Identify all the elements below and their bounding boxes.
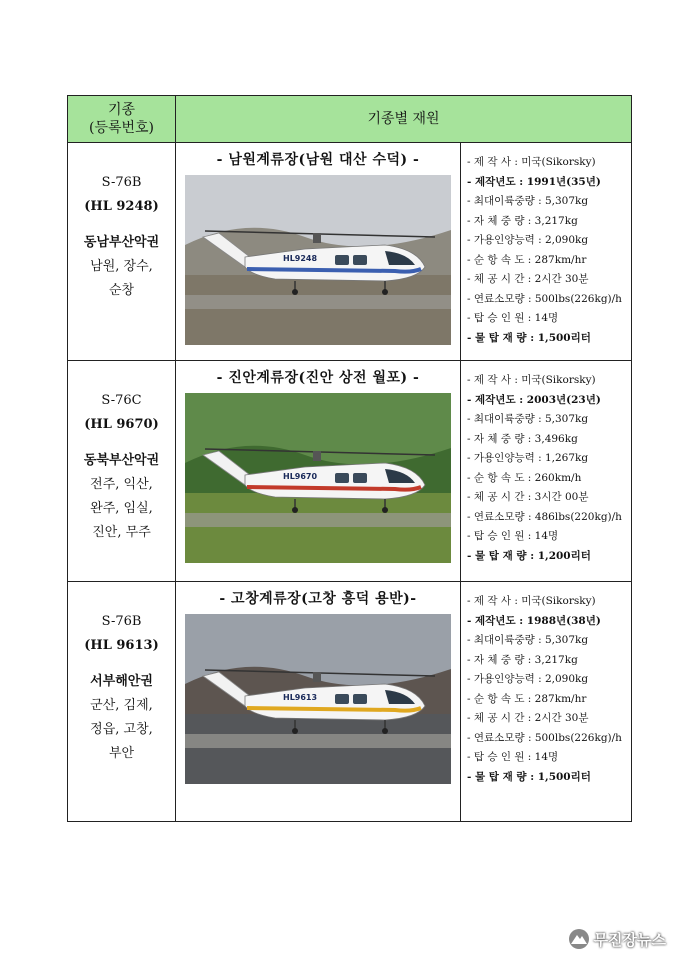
spec-item: - 제작년도 : 1991년(35년) xyxy=(467,175,601,188)
spec-item: - 최대이륙중량 : 5,307kg xyxy=(467,413,589,425)
region-name: 서부해안권 xyxy=(90,674,153,689)
spec-list xyxy=(467,361,631,566)
spec-item: - 체 공 시 간 : 2시간 30분 xyxy=(467,712,589,724)
spec-item: - 자 체 중 량 : 3,217kg xyxy=(467,214,578,227)
helicopter-photo xyxy=(185,614,451,784)
spec-item: - 자 체 중 량 : 3,217kg xyxy=(467,653,578,666)
spec-item: - 물 탑 재 량 : 1,500리터 xyxy=(467,331,591,344)
registration-number: (HL 9248) xyxy=(84,199,159,214)
watermark-text: 무진장뉴스 xyxy=(593,930,666,949)
photo-ground xyxy=(185,275,451,345)
spec-item: - 탑 승 인 원 : 14명 xyxy=(467,751,559,763)
table-row xyxy=(68,143,632,361)
area-line: 진안, 무주 xyxy=(92,525,151,540)
spec-item: - 제 작 사 : 미국(Sikorsky) xyxy=(467,156,596,168)
area-line: 정읍, 고창, xyxy=(90,722,153,737)
photo-ground xyxy=(185,714,451,784)
model-name: S-76B xyxy=(101,175,142,190)
watermark xyxy=(568,928,666,950)
spec-list xyxy=(467,143,631,348)
spec-item: - 제 작 사 : 미국(Sikorsky) xyxy=(467,374,596,386)
area-line: 남원, 장수, xyxy=(90,259,153,274)
registration-number: (HL 9670) xyxy=(84,417,159,432)
specs-cell xyxy=(461,582,632,822)
photo-cell xyxy=(176,582,461,822)
registration-number: (HL 9613) xyxy=(84,638,159,653)
table-row xyxy=(68,361,632,582)
model-cell xyxy=(68,361,176,582)
model-cell xyxy=(68,582,176,822)
helicopter-photo xyxy=(185,393,451,563)
base-title: - 남원계류장(남원 대산 수덕) - xyxy=(216,152,420,168)
spec-item: - 가용인양능력 : 2,090kg xyxy=(467,673,589,685)
spec-item: - 자 체 중 량 : 3,496kg xyxy=(467,432,578,445)
model-cell xyxy=(68,143,176,361)
photo-cell xyxy=(176,143,461,361)
specs-cell xyxy=(461,143,632,361)
header-model-cell xyxy=(68,96,176,143)
area-line: 군산, 김제, xyxy=(90,698,153,713)
mountain-logo-icon xyxy=(568,928,590,950)
header-registration-label: (등록번호) xyxy=(88,120,155,136)
base-title: - 고창계류장(고창 흥덕 용반)- xyxy=(219,591,417,607)
spec-item: - 연료소모량 : 500lbs(226kg)/h xyxy=(467,292,622,305)
svg-text:HL9670: HL9670 xyxy=(283,472,318,481)
spec-item: - 연료소모량 : 486lbs(220kg)/h xyxy=(467,510,622,523)
spec-item: - 최대이륙중량 : 5,307kg xyxy=(467,634,589,646)
svg-text:HL9613: HL9613 xyxy=(283,693,318,702)
table-row xyxy=(68,582,632,822)
spec-item: - 제작년도 : 2003년(23년) xyxy=(467,393,601,406)
model-name: S-76C xyxy=(101,393,142,408)
header-specs-label: 기종별 재원 xyxy=(176,96,632,143)
photo-ground xyxy=(185,493,451,563)
spec-item: - 가용인양능력 : 2,090kg xyxy=(467,234,589,246)
spec-item: - 순 항 속 도 : 260km/h xyxy=(467,471,582,484)
spec-list xyxy=(467,582,631,787)
spec-item: - 가용인양능력 : 1,267kg xyxy=(467,452,589,464)
spec-item: - 순 항 속 도 : 287km/hr xyxy=(467,253,587,266)
spec-item: - 체 공 시 간 : 2시간 30분 xyxy=(467,273,589,285)
svg-text:HL9248: HL9248 xyxy=(283,254,318,263)
region-name: 동남부산악권 xyxy=(83,235,160,250)
spec-item: - 연료소모량 : 500lbs(226kg)/h xyxy=(467,731,622,744)
spec-item: - 제 작 사 : 미국(Sikorsky) xyxy=(467,595,596,607)
photo-tarmac xyxy=(185,513,451,527)
model-name: S-76B xyxy=(101,614,142,629)
helicopter-photo xyxy=(185,175,451,345)
base-title: - 진안계류장(진안 상전 월포) - xyxy=(216,370,420,386)
spec-item: - 물 탑 재 량 : 1,500리터 xyxy=(467,770,591,783)
header-model-label: 기종 xyxy=(107,102,136,118)
spec-item: - 순 항 속 도 : 287km/hr xyxy=(467,692,587,705)
spec-item: - 최대이륙중량 : 5,307kg xyxy=(467,195,589,207)
spec-table xyxy=(67,95,632,822)
area-line: 순창 xyxy=(108,283,135,298)
spec-item: - 탑 승 인 원 : 14명 xyxy=(467,530,559,542)
area-line: 부안 xyxy=(108,746,135,761)
spec-item: - 체 공 시 간 : 3시간 00분 xyxy=(467,491,589,503)
spec-item: - 탑 승 인 원 : 14명 xyxy=(467,312,559,324)
photo-cell xyxy=(176,361,461,582)
spec-item: - 제작년도 : 1988년(38년) xyxy=(467,614,601,627)
area-line: 전주, 익산, xyxy=(90,477,153,492)
specs-cell xyxy=(461,361,632,582)
table-header-row xyxy=(68,96,632,143)
spec-item: - 물 탑 재 량 : 1,200리터 xyxy=(467,549,591,562)
region-name: 동북부산악권 xyxy=(83,453,160,468)
photo-tarmac xyxy=(185,295,451,309)
photo-tarmac xyxy=(185,734,451,748)
area-line: 완주, 임실, xyxy=(90,501,153,516)
